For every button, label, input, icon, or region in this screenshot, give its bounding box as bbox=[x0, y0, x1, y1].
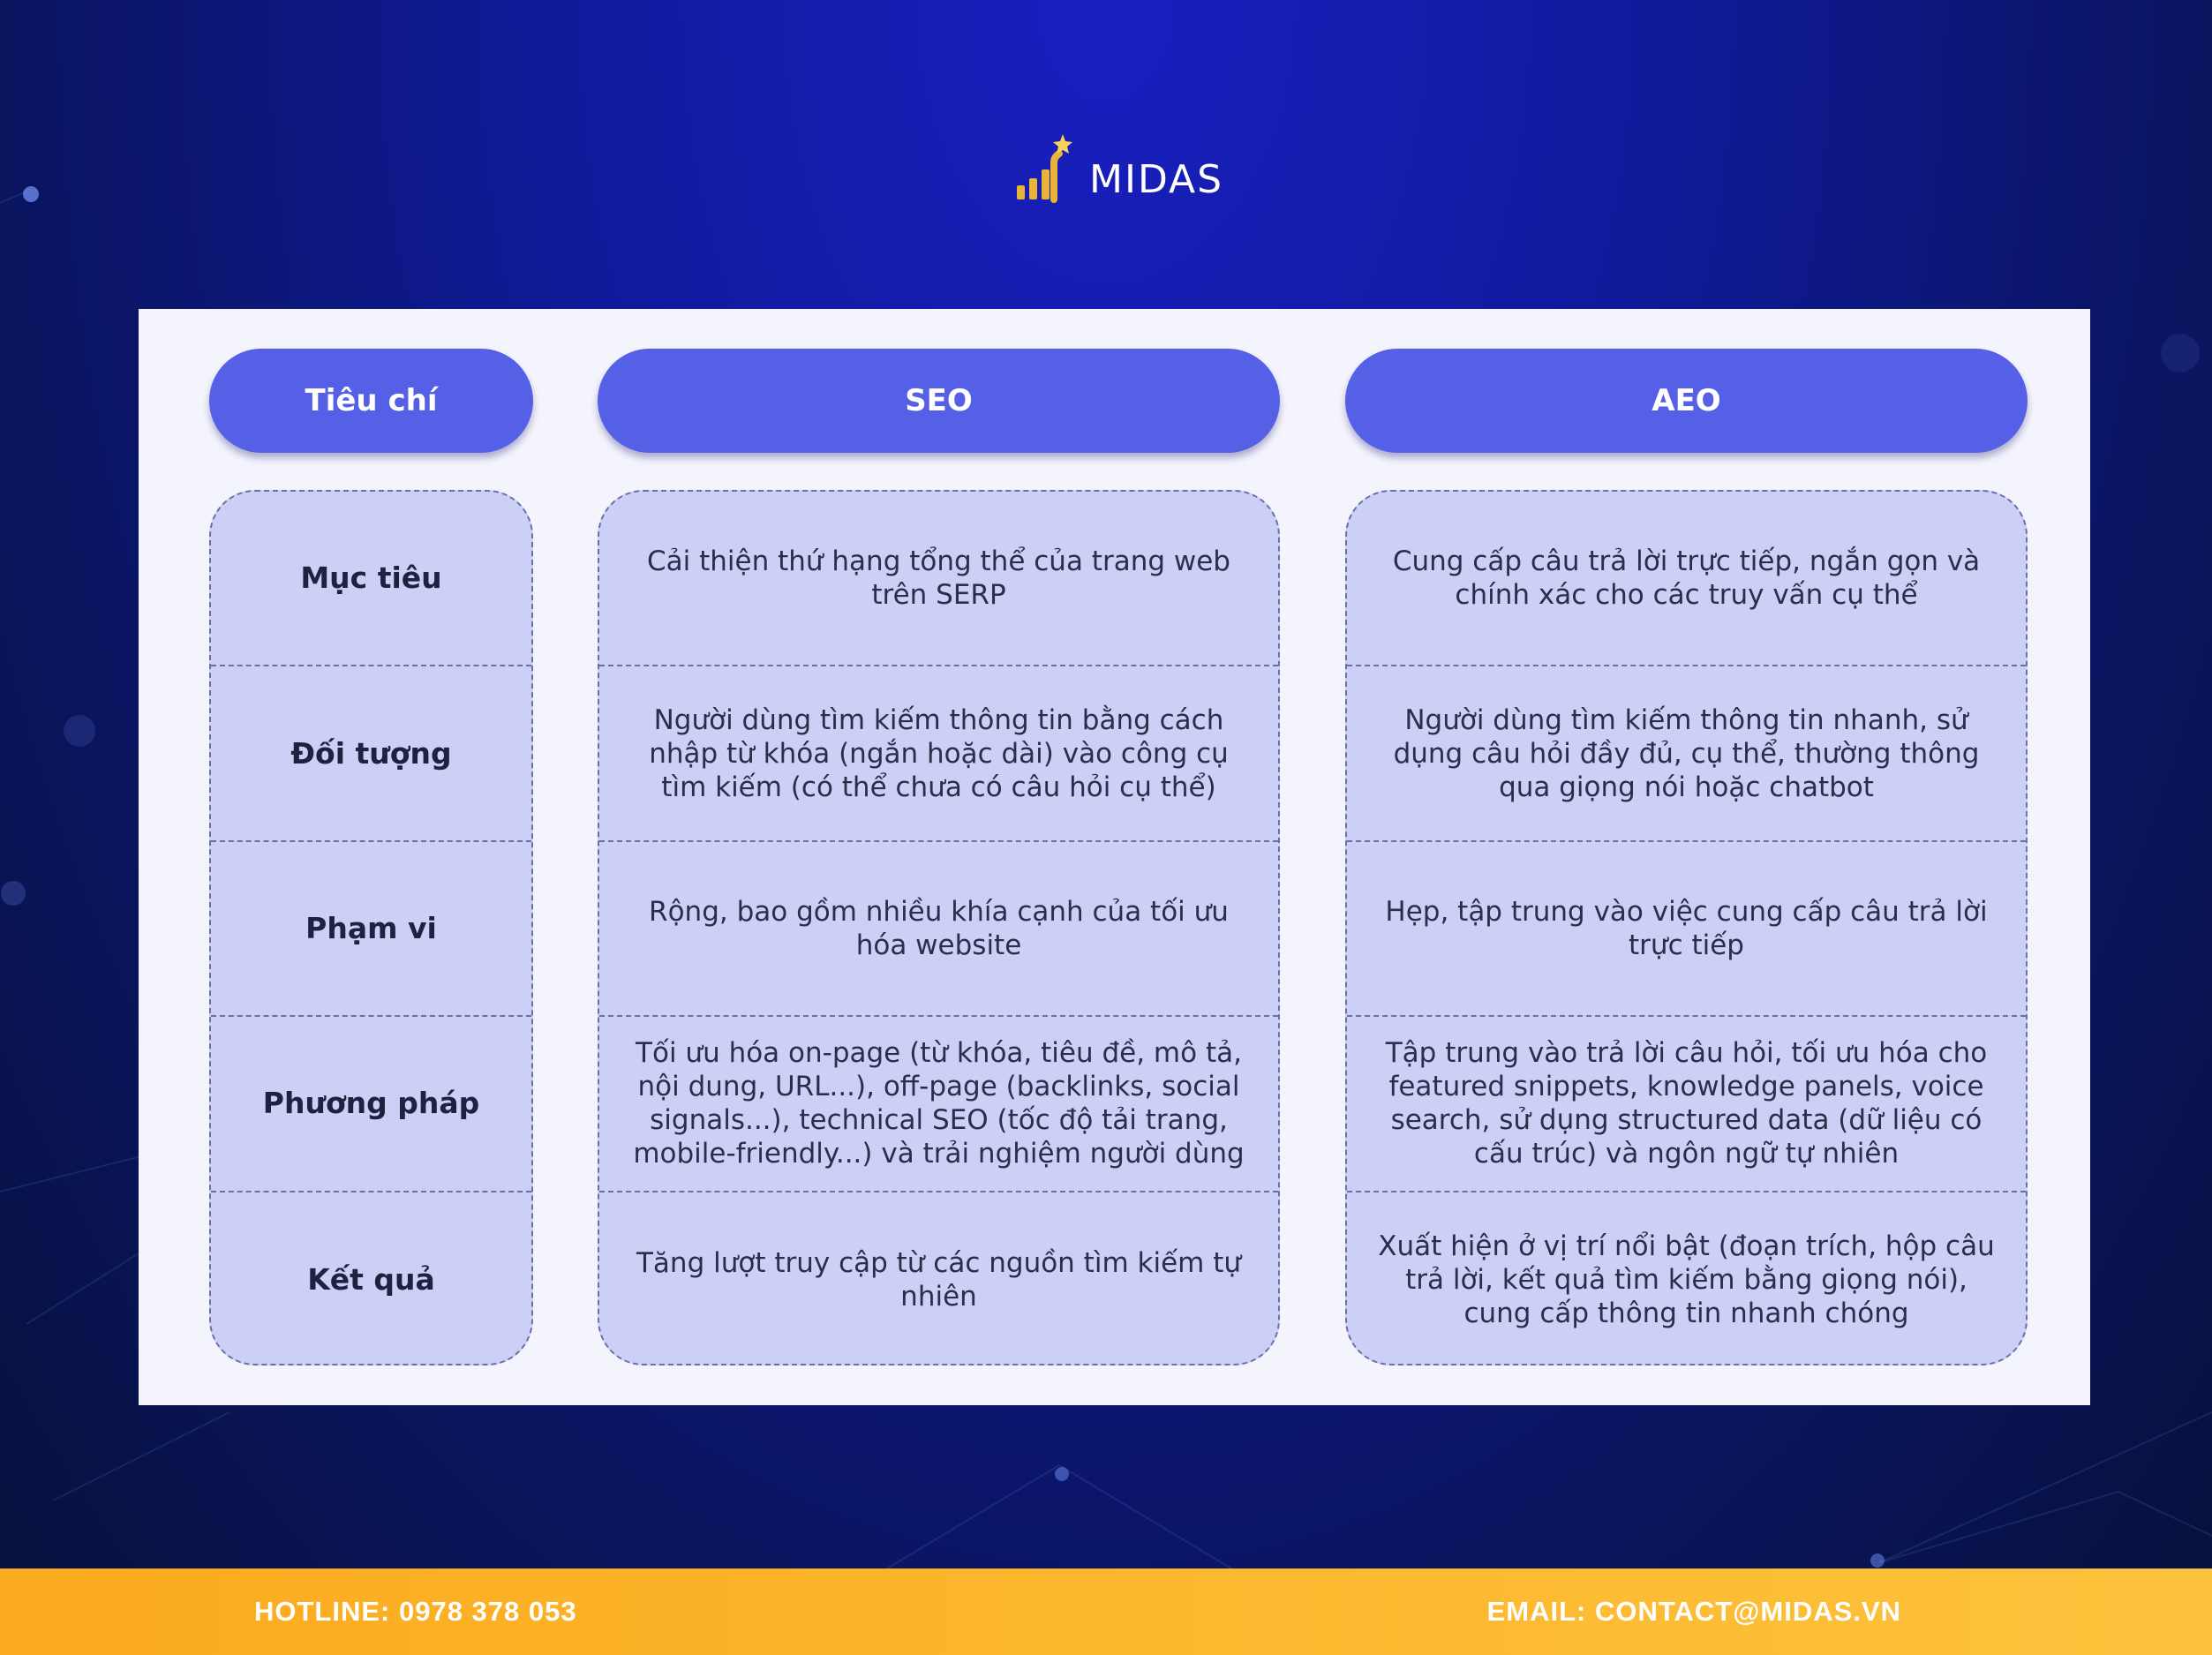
email-text: EMAIL: CONTACT@MIDAS.VN bbox=[1486, 1596, 1901, 1627]
aeo-column bbox=[1345, 490, 2028, 1365]
criterion-cell: Phạm vi bbox=[211, 842, 531, 1017]
criterion-cell: Mục tiêu bbox=[211, 492, 531, 666]
aeo-cell: Tập trung vào trả lời câu hỏi, tối ưu hóa cho featured snippets, knowledge panels, voice search, sử dụng structured data (dữ liệu có cấu trúc) và ngôn ngữ tự nhiên bbox=[1347, 1017, 2026, 1192]
seo-column bbox=[598, 490, 1280, 1365]
header-aeo: AEO bbox=[1345, 349, 2028, 453]
criterion-cell: Đối tượng bbox=[211, 666, 531, 841]
bar-chart-star-icon bbox=[1015, 132, 1077, 203]
aeo-cell: Cung cấp câu trả lời trực tiếp, ngắn gọn và chính xác cho các truy vấn cụ thể bbox=[1347, 492, 2026, 666]
hotline-text: HOTLINE: 0978 378 053 bbox=[254, 1596, 577, 1627]
header-seo: SEO bbox=[598, 349, 1280, 453]
seo-cell: Tối ưu hóa on-page (từ khóa, tiêu đề, mô tả, nội dung, URL...), off-page (backlinks, social signals...), technical SEO (tốc độ tải trang, mobile-friendly...) và trải nghiệm người dùng bbox=[599, 1017, 1278, 1192]
header-criteria: Tiêu chí bbox=[209, 349, 533, 453]
seo-cell: Cải thiện thứ hạng tổng thể của trang web trên SERP bbox=[599, 492, 1278, 666]
contact-footer bbox=[0, 1568, 2212, 1655]
brand-name: MIDAS bbox=[1089, 157, 1224, 202]
aeo-cell: Người dùng tìm kiếm thông tin nhanh, sử dụng câu hỏi đầy đủ, cụ thể, thường thông qua giọng nói hoặc chatbot bbox=[1347, 666, 2026, 841]
aeo-cell: Xuất hiện ở vị trí nổi bật (đoạn trích, hộp câu trả lời, kết quả tìm kiếm bằng giọng nói), cung cấp thông tin nhanh chóng bbox=[1378, 1230, 1995, 1329]
seo-cell: Rộng, bao gồm nhiều khía cạnh của tối ưu hóa website bbox=[599, 842, 1278, 1017]
aeo-cell: Hẹp, tập trung vào việc cung cấp câu trả lời trực tiếp bbox=[1347, 842, 2026, 1017]
criteria-column bbox=[209, 490, 533, 1365]
comparison-panel bbox=[139, 309, 2090, 1405]
criterion-cell: Kết quả bbox=[307, 1261, 435, 1297]
criterion-cell: Phương pháp bbox=[211, 1017, 531, 1192]
midas-logo bbox=[1015, 132, 1223, 203]
seo-cell: Tăng lượt truy cập từ các nguồn tìm kiếm tự nhiên bbox=[636, 1246, 1241, 1313]
seo-cell: Người dùng tìm kiếm thông tin bằng cách nhập từ khóa (ngắn hoặc dài) vào công cụ tìm kiếm (có thể chưa có câu hỏi cụ thể) bbox=[599, 666, 1278, 841]
